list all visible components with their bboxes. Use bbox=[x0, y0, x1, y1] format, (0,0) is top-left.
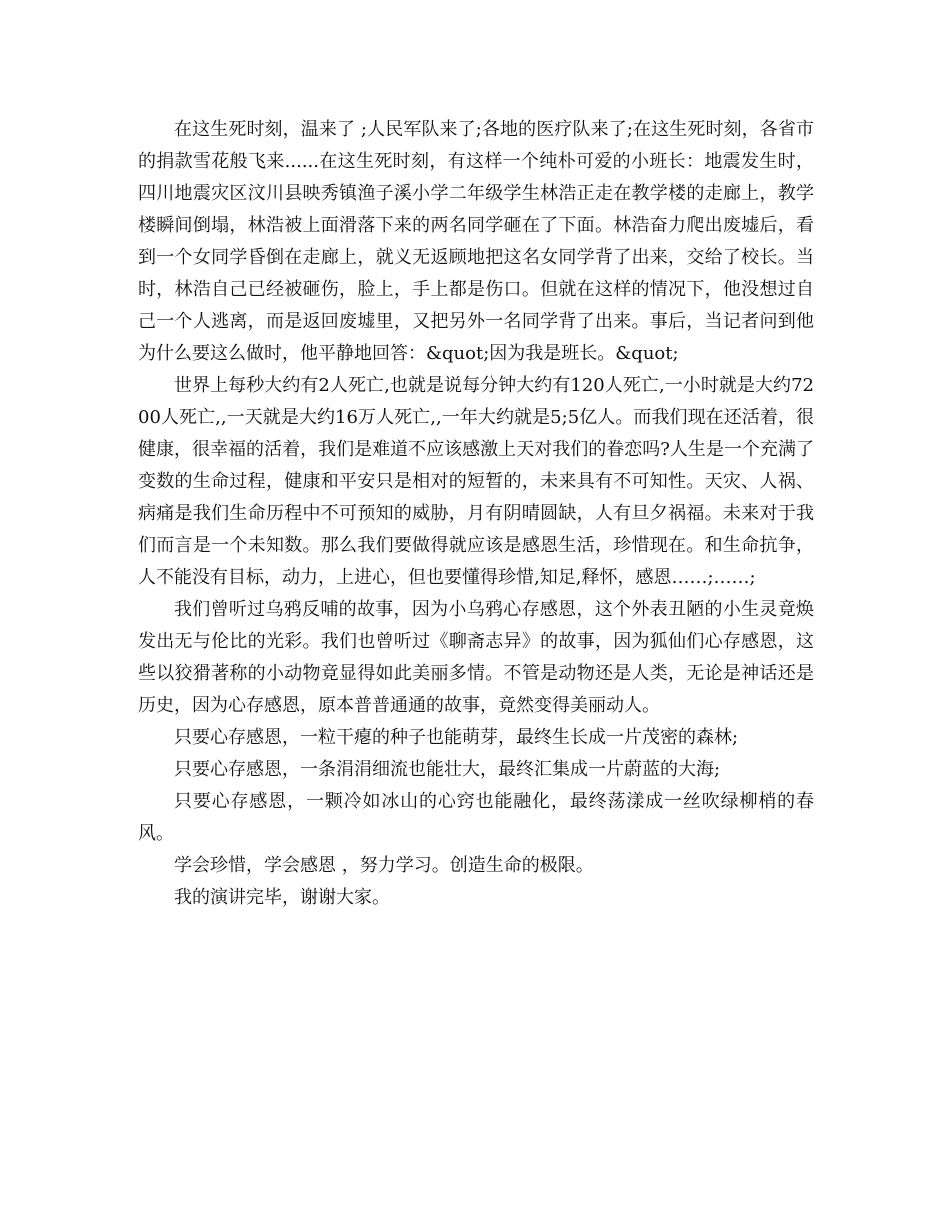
paragraph-earthquake-story: 在这生死时刻，温来了 ;人民军队来了;各地的医疗队来了;在这生死时刻，各省市的捐款雪花般飞来......在这生死时刻，有这样一个纯朴可爱的小班长：地震发生时，四川地震灾区汶川县映秀镇渔子溪小学二年级学生林浩正走在教学楼的走廊上，教学楼瞬间倒塌，林浩被上面滑落下来的两名同学砸在了下面。林浩奋力爬出废墟后，看到一个女同学昏倒在走廊上，就义无返顾地把这名女同学背了出来，交给了校长。当时，林浩自己已经被砸伤，脸上，手上都是伤口。但就在这样的情况下，他没想过自己一个人逃离，而是返回废墟里，又把另外一名同学背了出来。事后，当记者问到他为什么要这么做时，他平静地回答：&quot;因为我是班长。&quot; bbox=[138, 119, 814, 364]
paragraph-gratitude-stories: 我们曾听过乌鸦反哺的故事，因为小乌鸦心存感恩，这个外表丑陋的小生灵竟焕发出无与伦比的光彩。我们也曾听过《聊斋志异》的故事，因为狐仙们心存感恩，这些以狡猾著称的小动物竟显得如此美丽多情。不管是动物还是人类，无论是神话还是历史，因为心存感恩，原本普普通通的故事，竟然变得美丽动人。 bbox=[138, 599, 814, 716]
paragraph-cherish: 学会珍惜，学会感恩 ，努力学习。创造生命的极限。 bbox=[174, 855, 594, 876]
document-page bbox=[138, 114, 814, 914]
paragraph-stream: 只要心存感恩，一条涓涓细流也能壮大，最终汇集成一片蔚蓝的大海; bbox=[174, 759, 721, 780]
paragraph-heart: 只要心存感恩，一颗冷如冰山的心窍也能融化，最终荡漾成一丝吹绿柳梢的春风。 bbox=[138, 791, 814, 844]
paragraph-seed: 只要心存感恩，一粒干瘪的种子也能萌芽，最终生长成一片茂密的森林; bbox=[174, 727, 739, 748]
paragraph-closing: 我的演讲完毕，谢谢大家。 bbox=[174, 887, 390, 908]
paragraph-death-statistics: 世界上每秒大约有2人死亡,也就是说每分钟大约有120人死亡,一小时就是大约7200人死亡,,一天就是大约16万人死亡,,一年大约就是5;5亿人。而我们现在还活着，很健康，很幸福的活着，我们是难道不应该感激上天对我们的眷恋吗?人生是一个充满了变数的生命过程，健康和平安只是相对的短暂的，未来具有不可知性。天灾、人祸、病痛是我们生命历程中不可预知的威胁，月有阴晴圆缺，人有旦夕祸福。未来对于我们而言是一个未知数。那么我们要做得就应该是感恩生活，珍惜现在。和生命抗争，人不能没有目标，动力，上进心，但也要懂得珍惜,知足,释怀，感恩……;……; bbox=[138, 375, 814, 588]
